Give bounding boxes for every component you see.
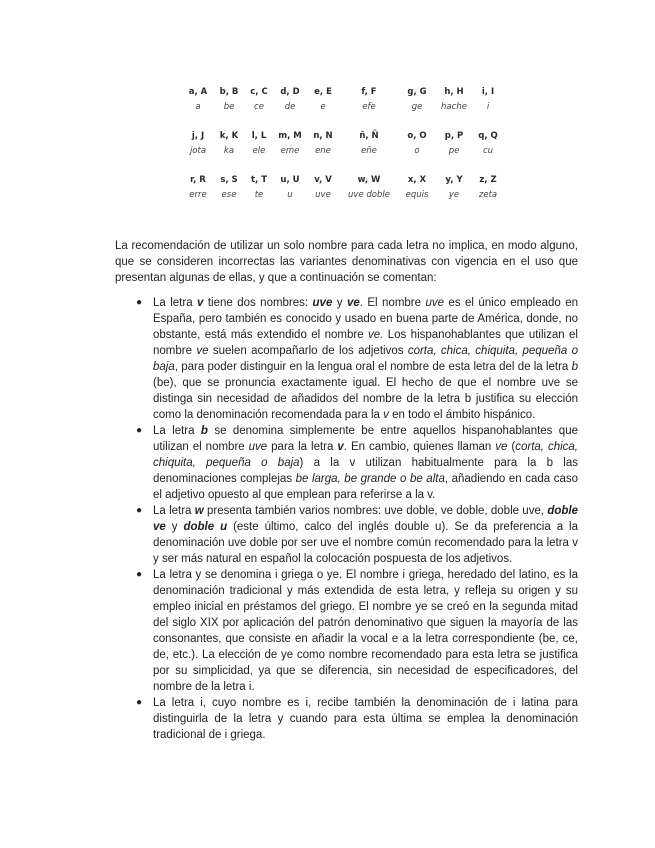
alphabet-letter: z, Z xyxy=(479,175,497,185)
alphabet-letter-name: ka xyxy=(223,146,235,156)
alphabet-letter-name: equis xyxy=(405,190,429,200)
alphabet-letter-name: eñe xyxy=(361,146,377,156)
alphabet-letter-name: be xyxy=(223,102,235,112)
alphabet-letter-name: o xyxy=(414,146,420,156)
alphabet-letter: t, T xyxy=(250,175,268,185)
alphabet-letter: o, O xyxy=(407,131,427,141)
alphabet-letter-name: uve xyxy=(315,190,331,200)
alphabet-letter: f, F xyxy=(361,87,377,97)
alphabet-letter-name: pe xyxy=(448,146,460,156)
alphabet-letter-name: a xyxy=(195,102,201,112)
alphabet-letter-name: jota xyxy=(189,146,207,156)
alphabet-letter: l, L xyxy=(251,131,267,141)
alphabet-letter-name: de xyxy=(284,102,296,112)
alphabet-letter-name: ene xyxy=(315,146,331,156)
alphabet-letter-name: ge xyxy=(411,102,423,112)
list-item-v: ● La letra v tiene dos nombres: uve y ve. El nombre uve es el único empleado en España, pero también es conocido y usado en buena parte de América, donde, no obstante, está más extendido el nombre ve. Los hispanohablantes que utilizan el nombre ve suelen acompañarlo de los adjetivos corta, chica, chiquita, pequeña o baja, para poder distinguir en la lengua oral el nombre de esta letra del de la letra b (be), que se pronuncia exactamente igual. El hecho de que el nombre uve se distinga sin necesidad de añadidos del nombre de la letra b justifica su elección como la denominación recomendada para la v en todo el ámbito hispánico. xyxy=(136,297,579,421)
alphabet-letter-name: i xyxy=(486,102,490,112)
alphabet-letter-name: ye xyxy=(448,190,460,200)
alphabet-letter-name: ele xyxy=(252,146,266,156)
alphabet-letter: b, B xyxy=(219,87,239,97)
alphabet-letter: h, H xyxy=(444,87,464,97)
bullet-icon: ● xyxy=(136,569,143,580)
alphabet-letter-name: e xyxy=(320,102,326,112)
alphabet-letter-name: ese xyxy=(221,190,237,200)
list-item-w: ● La letra w presenta también varios nombres: uve doble, ve doble, doble uve, doble ve y doble u (este último, calco del inglés double u). Se da preferencia a la denominación uve doble por ser uve el nombre común recomendado para la letra v y ser más natural en español la colocación pospuesta de los adjetivos. xyxy=(136,505,578,565)
alphabet-letter: k, K xyxy=(219,131,239,141)
alphabet-letter: ñ, Ñ xyxy=(359,131,379,141)
alphabet-letter: d, D xyxy=(280,87,300,97)
alphabet-letter: q, Q xyxy=(478,131,498,141)
alphabet-letter-name: zeta xyxy=(478,190,498,200)
list-item-i: ● La letra i, cuyo nombre es i, recibe también la denominación de i latina para distinguirla de la letra y cuando para esta última se emplea la denominación tradicional de i griega. xyxy=(136,697,578,741)
bullet-icon: ● xyxy=(136,505,143,516)
alphabet-letter-name: erre xyxy=(189,190,207,200)
alphabet-letter-name: uve doble xyxy=(348,190,390,200)
alphabet-letter-name: u xyxy=(287,190,293,200)
alphabet-letter: v, V xyxy=(314,175,332,185)
bullet-icon: ● xyxy=(136,297,143,308)
alphabet-letter-name: te xyxy=(254,190,264,200)
alphabet-letter: e, E xyxy=(314,87,332,97)
alphabet-letter: w, W xyxy=(357,175,381,185)
alphabet-letter: x, X xyxy=(407,175,427,185)
alphabet-letter-name: ce xyxy=(254,102,264,112)
alphabet-table xyxy=(183,84,513,216)
list-item-b: ● La letra b se denomina simplemente be entre aquellos hispanohablantes que utilizan el nombre uve para la letra v. En cambio, quienes llaman ve (corta, chica, chiquita, pequeña o baja) a la v utilizan habitualmente para la b las denominaciones complejas be larga, be grande o be alta, añadiendo en cada caso el adjetivo opuesto al que emplean para referirse a la v. xyxy=(136,425,579,501)
alphabet-letter: a, A xyxy=(188,87,208,97)
alphabet-letter: r, R xyxy=(190,175,206,185)
alphabet-letter-name: hache xyxy=(441,102,467,112)
alphabet-letter: i, I xyxy=(481,87,495,97)
alphabet-letter-name: eme xyxy=(280,146,300,156)
bullet-list xyxy=(115,295,578,743)
alphabet-letter: p, P xyxy=(444,131,464,141)
alphabet-letter: u, U xyxy=(280,175,300,185)
alphabet-letter: g, G xyxy=(407,87,427,97)
list-item-y: ● La letra y se denomina i griega o ye. El nombre i griega, heredado del latino, es la denominación tradicional y más extendida de esta letra, y refleja su origen y su empleo inicial en préstamos del griego. El nombre ye se creó en la segunda mitad del siglo XIX por aplicación del patrón denominativo que siguen la mayoría de las consonantes, que consiste en añadir la vocal e a la letra correspondiente (be, ce, de, etc.). La elección de ye como nombre recomendado para esta letra se justifica por su simplicidad, ya que se diferencia, sin necesidad de especificadores, del nombre de la letra i. xyxy=(136,569,578,693)
alphabet-letter-name: efe xyxy=(362,102,376,112)
alphabet-letter-name: cu xyxy=(482,146,494,156)
intro-paragraph: La recomendación de utilizar un solo nombre para cada letra no implica, en modo alguno, que se consideren incorrectas las variantes denominativas con vigencia en el uso que presentan algunas de ellas, y que a continuación se comentan: xyxy=(115,240,578,284)
alphabet-letter: m, M xyxy=(278,131,302,141)
alphabet-letter: c, C xyxy=(250,87,268,97)
alphabet-letter: s, S xyxy=(220,175,238,185)
bullet-icon: ● xyxy=(136,697,143,708)
alphabet-letter: j, J xyxy=(191,131,205,141)
alphabet-letter: y, Y xyxy=(445,175,463,185)
bullet-icon: ● xyxy=(136,425,143,436)
alphabet-letter: n, N xyxy=(313,131,333,141)
